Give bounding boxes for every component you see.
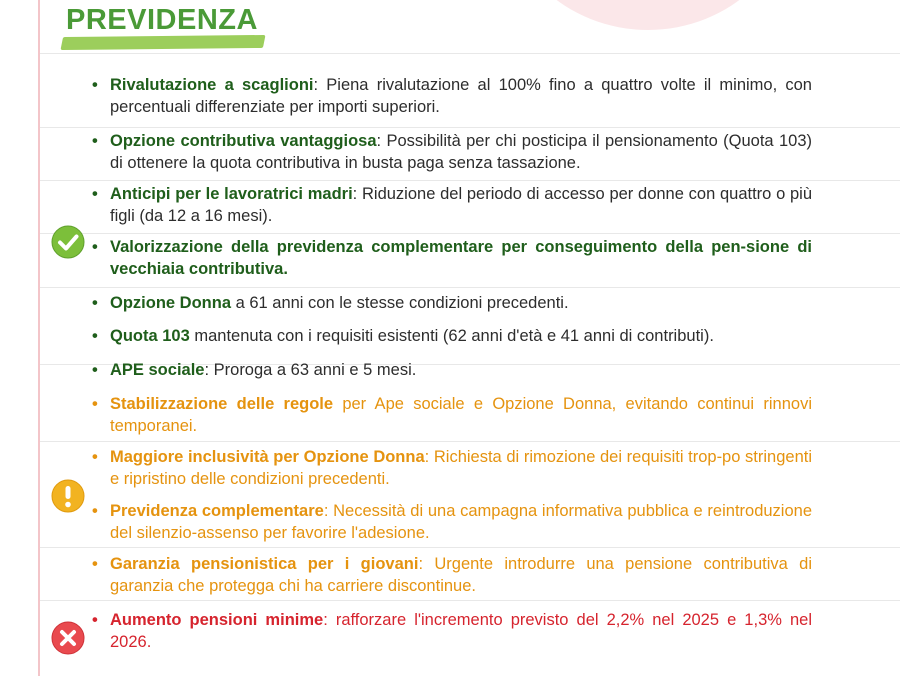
list-item — [110, 130, 812, 174]
list-item — [110, 236, 812, 280]
item-text: per Ape sociale e Opzione Donna, evitando continui rinnovi temporanei. — [110, 395, 812, 435]
item-text: : Urgente introdurre una pensione contributiva di garanzia che protegga chi ha carriere discontinue. — [110, 555, 812, 595]
item-heading: Garanzia pensionistica per i giovani — [110, 555, 419, 573]
list-item — [110, 446, 812, 490]
list-item — [110, 500, 812, 544]
item-text: : Proroga a 63 anni e 5 mesi. — [204, 361, 417, 379]
item-heading: Quota 103 — [110, 327, 190, 345]
item-heading: Valorizzazione della previdenza complementare per conseguimento della pen-sione di vecchiaia contributiva. — [110, 238, 812, 278]
item-text: : Necessità di una campagna informativa pubblica e reintroduzione del silenzio-assenso per favorire l'adesione. — [110, 502, 812, 542]
item-heading: Opzione contributiva vantaggiosa — [110, 132, 377, 150]
list-item — [110, 74, 812, 118]
item-text: : Riduzione del periodo di accesso per donne con quattro o più figli (da 12 a 16 mesi). — [110, 185, 812, 225]
list-item — [110, 183, 812, 227]
item-text: a 61 anni con le stesse condizioni precedenti. — [231, 294, 569, 312]
item-heading: Previdenza complementare — [110, 502, 324, 520]
item-heading: Aumento pensioni minime — [110, 611, 324, 629]
list-item — [110, 292, 812, 314]
item-heading: Maggiore inclusività per Opzione Donna — [110, 448, 425, 466]
item-heading: Anticipi per le lavoratrici madri — [110, 185, 353, 203]
item-heading: Opzione Donna — [110, 294, 231, 312]
item-text: : Possibilità per chi posticipa il pensionamento (Quota 103) di ottenere la quota contributiva in busta paga senza tassazione. — [110, 132, 812, 172]
page-title: PREVIDENZA — [66, 4, 258, 36]
item-text: mantenuta con i requisiti esistenti (62 anni d'età e 41 anni di contributi). — [189, 327, 714, 345]
list-item — [110, 359, 812, 381]
list-item — [110, 609, 812, 653]
item-heading: APE sociale — [110, 361, 205, 379]
item-heading: Stabilizzazione delle regole — [110, 395, 334, 413]
list-item — [110, 325, 812, 347]
item-text: : Piena rivalutazione al 100% fino a quattro volte il minimo, con percentuali differenziate per importi superiori. — [110, 76, 812, 116]
item-text: : rafforzare l'incremento previsto del 2,2% nel 2025 e 1,3% nel 2026. — [110, 611, 812, 651]
item-heading: Rivalutazione a scaglioni — [110, 76, 314, 94]
list-item — [110, 393, 812, 437]
item-text: : Richiesta di rimozione dei requisiti trop-po stringenti e ripristino delle condizioni precedenti. — [110, 448, 812, 488]
list-item — [110, 553, 812, 597]
